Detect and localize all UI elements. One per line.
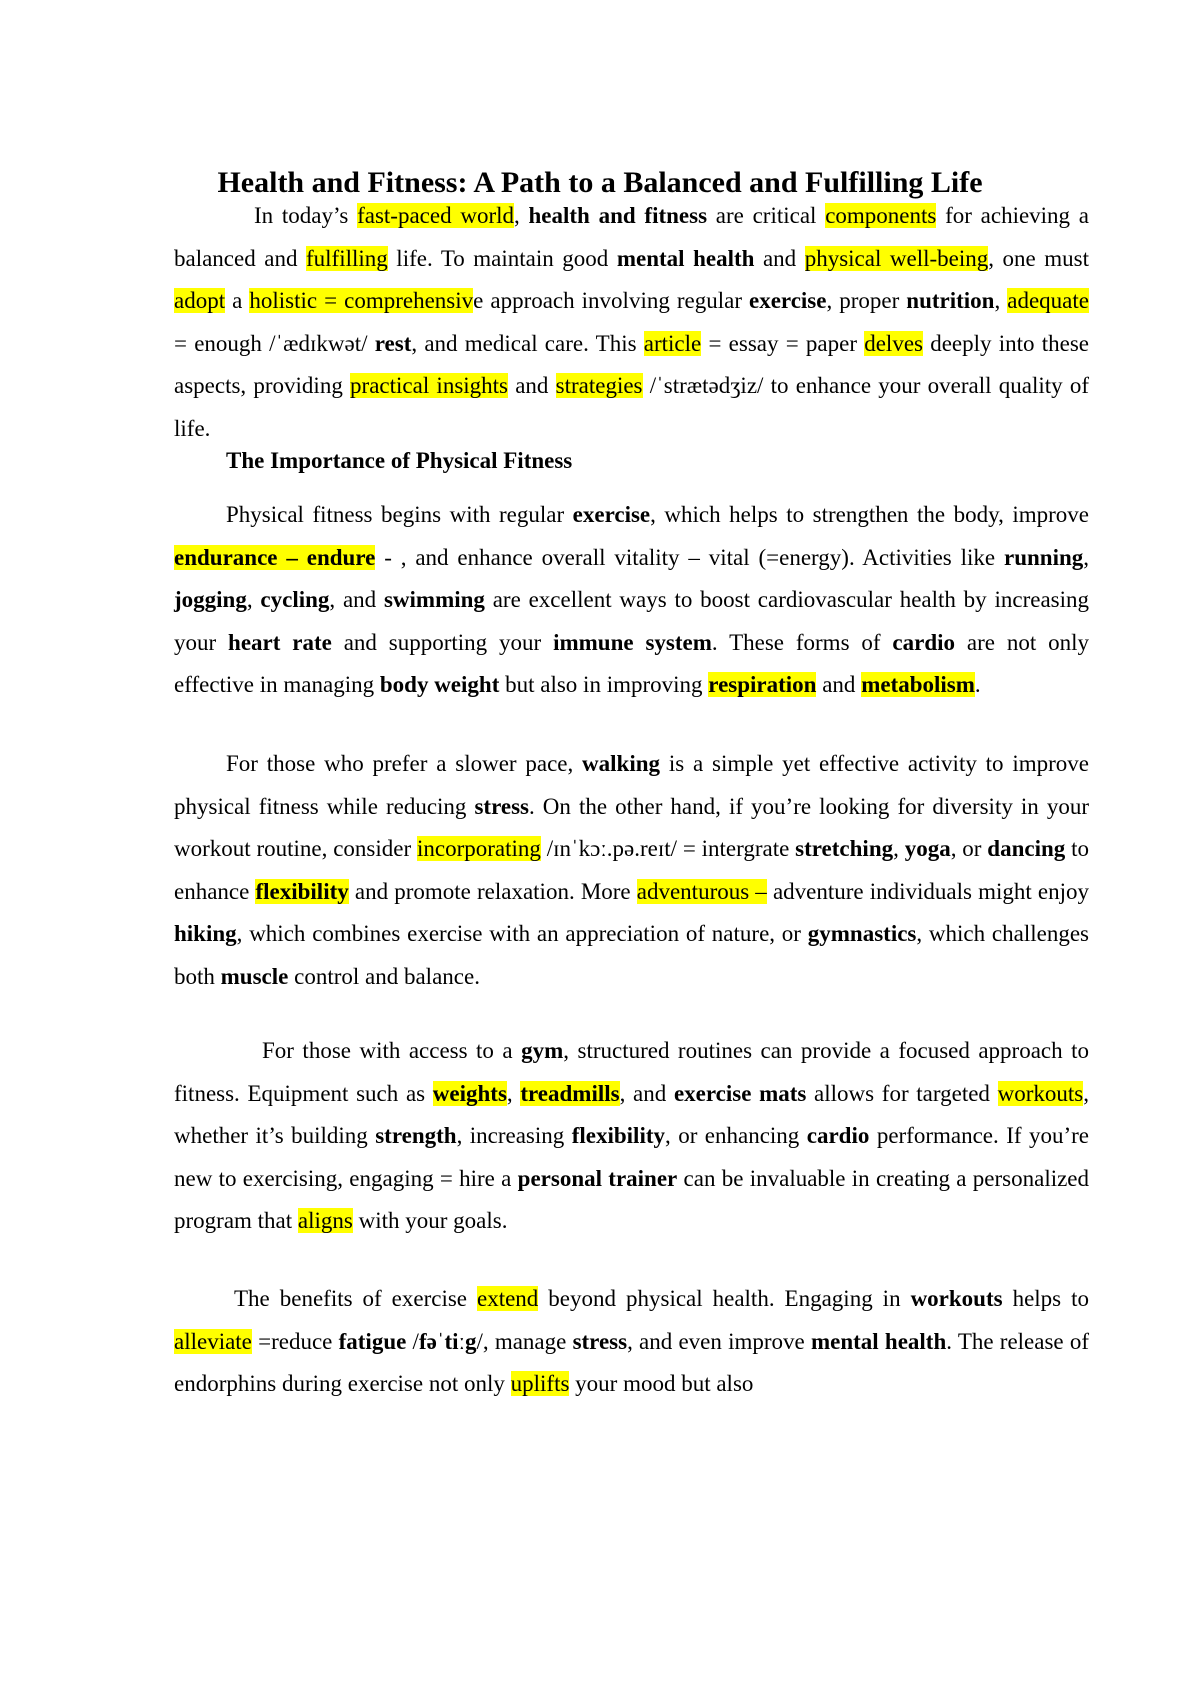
highlighted-term — [255, 879, 348, 904]
bold-term: nutrition — [906, 288, 995, 313]
bold-term: jogging — [174, 587, 247, 612]
highlighted-term — [433, 1081, 507, 1106]
body-paragraph-1: Physical fitness begins with regular exercise, which helps to strengthen the body, improve endurance – endure - , and enhance overall vitality – vital (=energy). Activities like running, jogging, cycling, and swimming are excellent ways to boost cardiovascular health by increasing your heart rate and supporting your immune system. These forms of cardio are not only effective in managing body weight but also in improving respiration and metabolism. — [174, 502, 1090, 697]
document-title: Health and Fitness: A Path to a Balanced and Fulfilling Life — [217, 166, 983, 199]
bold-term: exercise mats — [673, 1080, 807, 1106]
bold-term: swimming — [383, 587, 485, 612]
highlighted-term: fast-paced world — [357, 203, 514, 228]
bold-term: running — [1003, 544, 1084, 570]
highlighted-term: aligns — [297, 1208, 353, 1233]
bold-term: cycling — [260, 587, 330, 612]
highlighted-term: strategies — [555, 373, 643, 398]
section-heading: The Importance of Physical Fitness — [226, 448, 573, 473]
highlighted-term — [174, 545, 375, 570]
bold-term: stress — [474, 793, 529, 819]
highlighted-term — [861, 672, 975, 697]
bold-term: gymnastics — [807, 921, 917, 946]
bold-term: rest — [374, 330, 412, 356]
bold-term: gym — [521, 1038, 564, 1063]
bold-term: metabolism — [861, 672, 975, 697]
highlighted-term — [708, 672, 816, 697]
highlighted-term: adequate — [1007, 288, 1089, 313]
highlighted-term: holistic = comprehensiv — [249, 288, 474, 313]
bold-term: personal trainer — [517, 1165, 678, 1191]
bold-term: strength — [375, 1123, 457, 1148]
highlighted-term: workouts — [997, 1080, 1084, 1106]
highlighted-term: incorporating — [416, 836, 541, 861]
highlighted-term: physical well-being — [804, 245, 989, 271]
bold-term: fatigue — [338, 1328, 407, 1354]
bold-term: hiking — [174, 921, 237, 946]
bold-term: walking — [582, 751, 661, 776]
highlighted-term: adventurous – — [636, 878, 767, 904]
bold-term: flexibility — [571, 1123, 665, 1148]
highlighted-term: extend — [477, 1286, 539, 1311]
bold-term: flexibility — [255, 878, 349, 904]
body-paragraph-2: For those who prefer a slower pace, walking is a simple yet effective activity to improve physical fitness while reducing stress. On the other hand, if you’re looking for diversity in your workout routine, consider incorporating /ɪnˈkɔː.pə.reɪt/ = intergrate stretching, yoga, or dancing to enhance flexibility and promote relaxation. More adventurous – adventure individuals might enjoy hiking, which combines exercise with an appreciation of nature, or gymnastics, which challenges both muscle control and balance. — [174, 751, 1089, 989]
bold-term: immune system — [553, 629, 712, 655]
bold-term: g — [464, 1328, 477, 1354]
bold-term: respiration — [708, 672, 817, 697]
highlighted-term: article — [643, 330, 702, 356]
bold-term: yoga — [904, 836, 951, 861]
bold-term: endurance – endure — [174, 544, 376, 570]
highlighted-term — [520, 1081, 619, 1106]
bold-term: fə — [418, 1328, 437, 1354]
bold-term: stretching — [795, 836, 894, 861]
bold-term: muscle — [220, 963, 289, 989]
bold-term: ti — [444, 1328, 459, 1354]
bold-term: cardio — [806, 1123, 870, 1148]
bold-term: exercise — [572, 502, 651, 527]
bold-term: exercise — [749, 288, 827, 313]
bold-term: mental health — [810, 1328, 947, 1354]
bold-term: weights — [432, 1080, 507, 1106]
highlighted-term: components — [825, 203, 937, 228]
intro-paragraph: In today’s fast-paced world, health and fitness are critical components for achieving a balanced and fulfilling life. To maintain good mental health and physical well-being, one must adopt a holistic = comprehensive approach involving regular exercise, proper nutrition, adequate = enough /ˈædɪkwət/ rest, and medical care. This article = essay = paper delves deeply into these aspects, providing practical insights and strategies /ˈstrætədʒiz/ to enhance your overall quality of life. — [174, 203, 1090, 441]
bold-term: mental health — [616, 245, 755, 271]
highlighted-term: uplifts — [510, 1371, 570, 1396]
bold-term: workouts — [910, 1286, 1003, 1311]
bold-term: dancing — [987, 836, 1066, 861]
highlighted-term: fulfilling — [306, 245, 388, 271]
bold-term: stress — [572, 1328, 628, 1354]
bold-term: health and fitness — [528, 203, 708, 228]
body-paragraph-3: For those with access to a gym, structured routines can provide a focused approach to fitness. Equipment such as weights, treadmills, and exercise mats allows for targeted workouts, whether it’s building strength, increasing flexibility, or enhancing cardio performance. If you’re new to exercising, engaging = hire a personal trainer can be invaluable in creating a personalized program that aligns with your goals. — [174, 1038, 1090, 1233]
body-paragraph-4: The benefits of exercise extend beyond physical health. Engaging in workouts helps to alleviate =reduce fatigue /fəˈtiːg/, manage stress, and even improve mental health. The release of endorphins during exercise not only uplifts your mood but also — [174, 1286, 1090, 1396]
bold-term: treadmills — [520, 1080, 620, 1106]
highlighted-term: alleviate — [174, 1328, 252, 1354]
bold-term: cardio — [892, 629, 956, 655]
highlighted-term: delves — [864, 330, 923, 356]
bold-term: heart rate — [228, 629, 332, 655]
highlighted-term: practical insights — [350, 373, 508, 398]
bold-term: body weight — [379, 672, 500, 697]
highlighted-term: adopt — [174, 288, 226, 313]
